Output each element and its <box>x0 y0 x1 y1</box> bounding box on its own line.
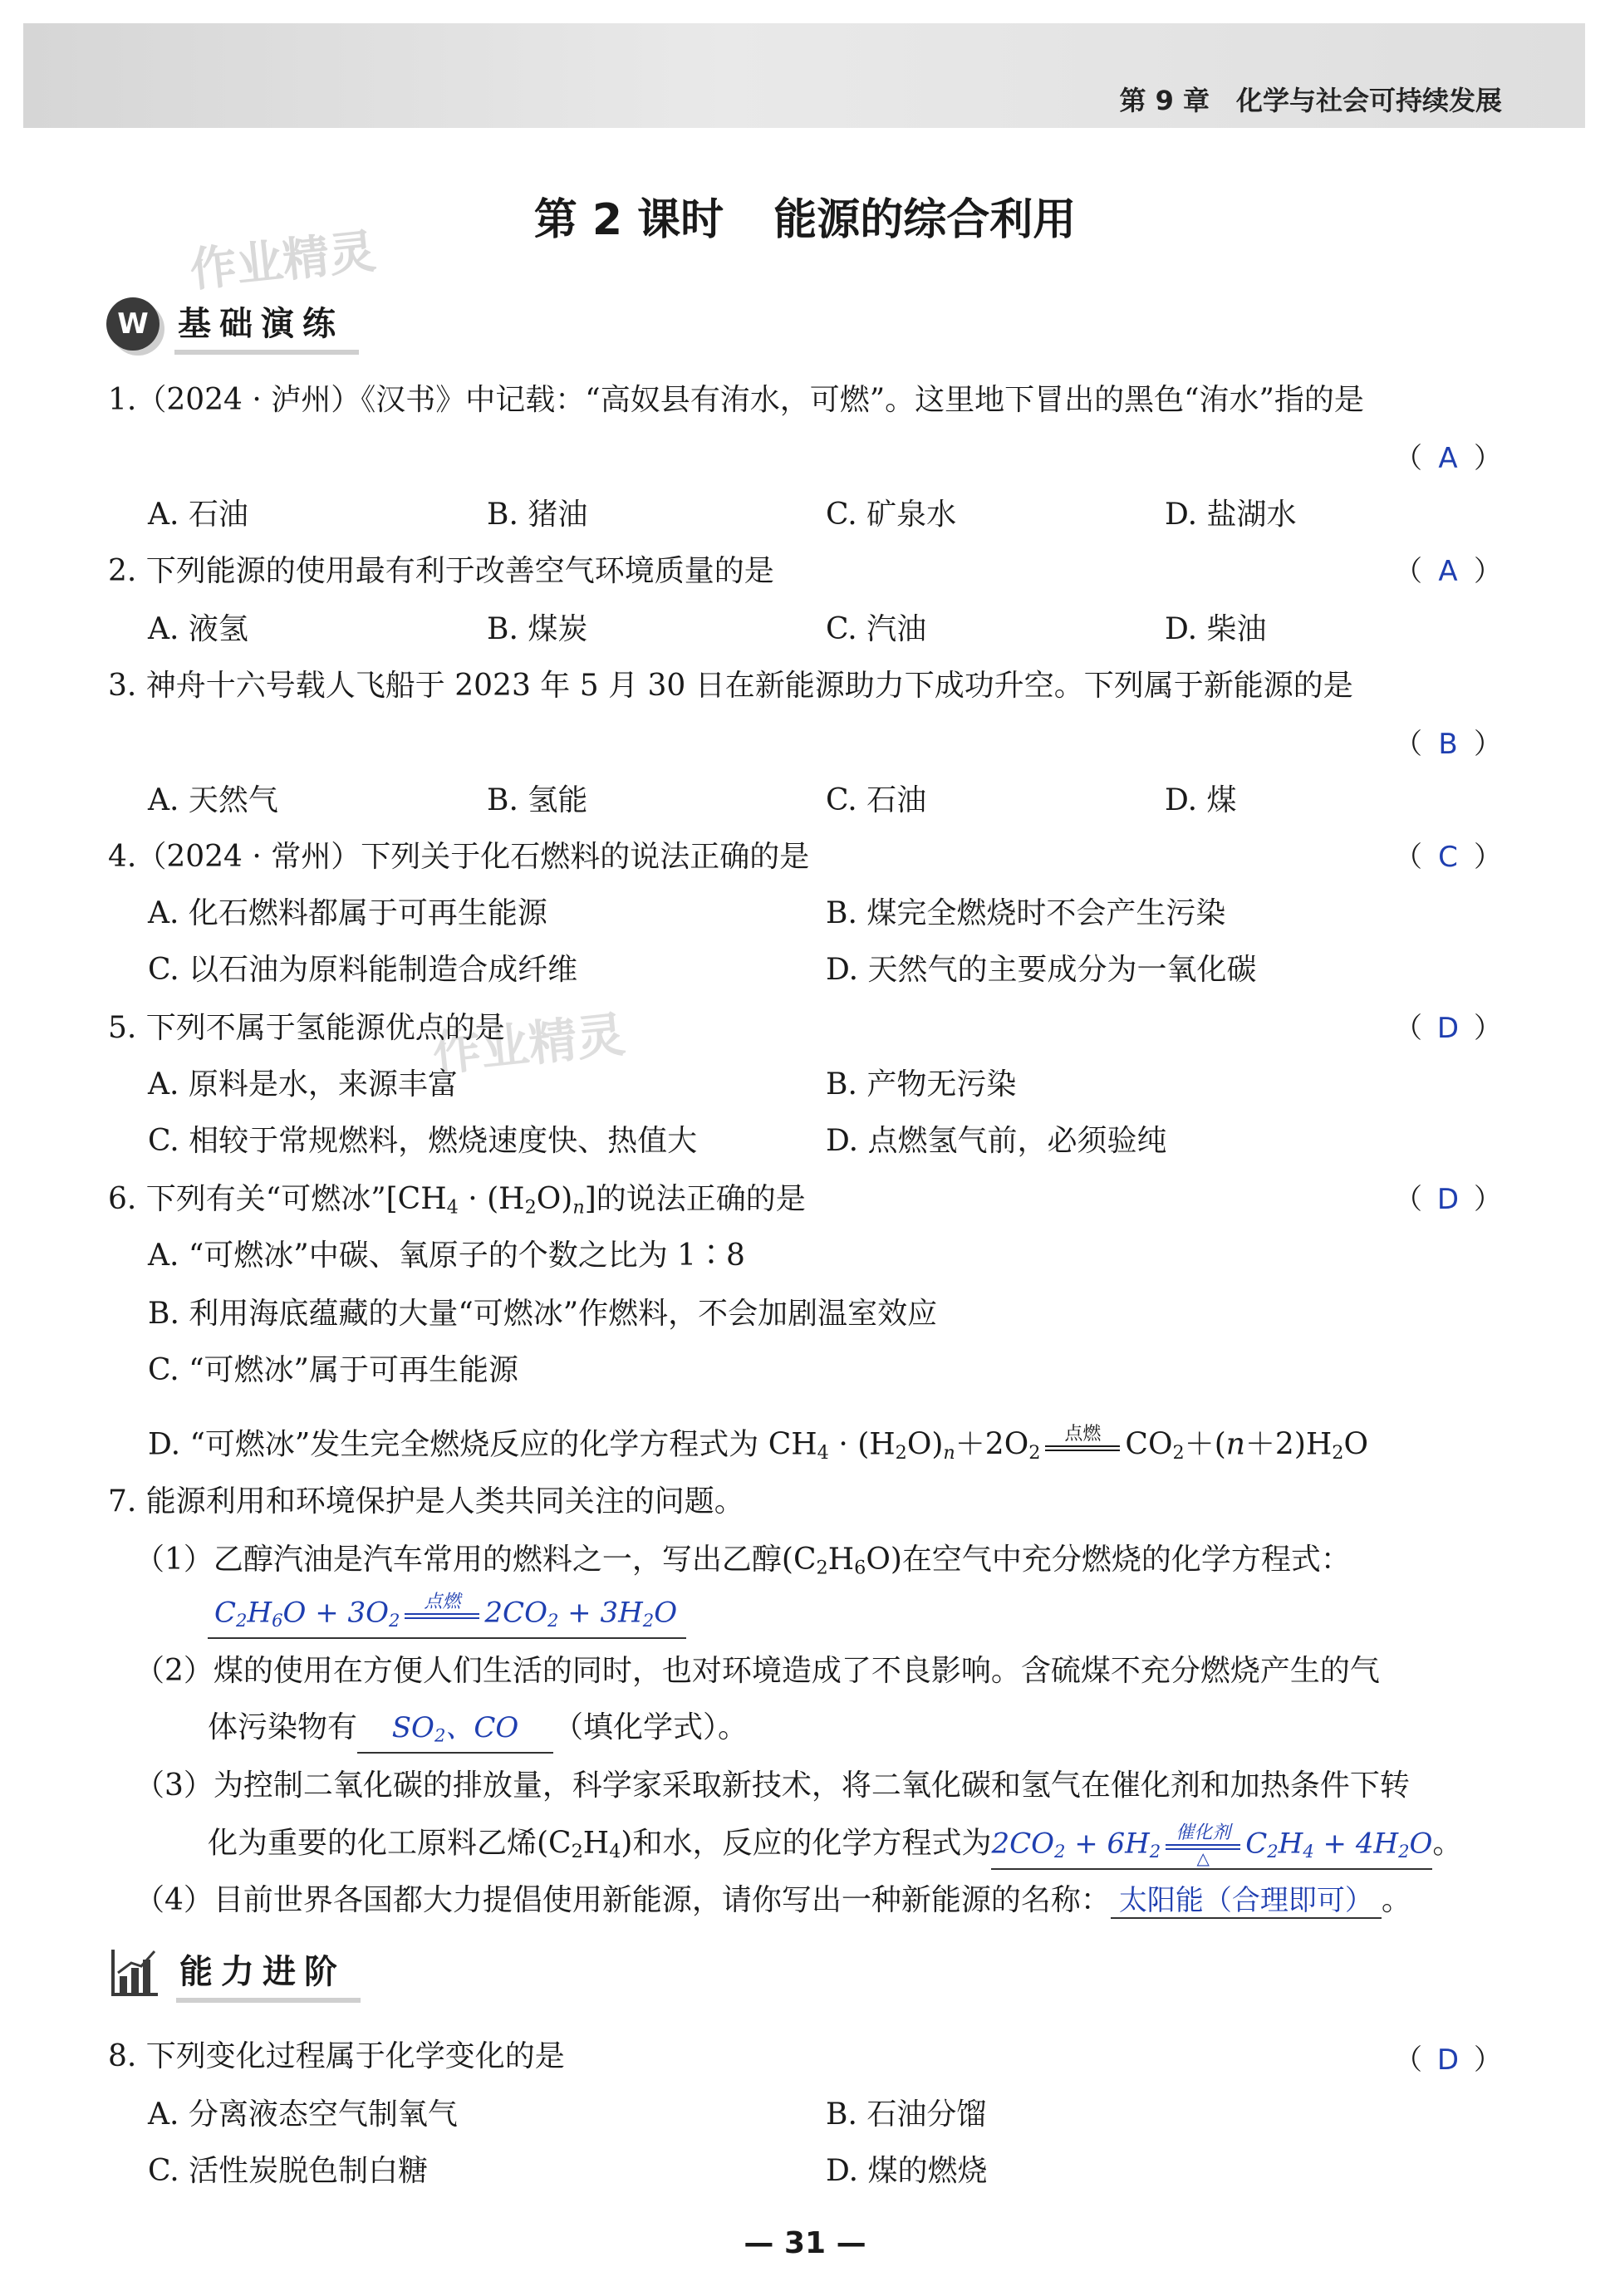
q3-option-a: A. 天然气 <box>148 783 278 817</box>
q7-part-1: （1）乙醇汽油是汽车常用的燃料之一，写出乙醇$(C_2H_6O)$在空气中充分燃烧的化学方程式： <box>135 1543 1351 1579</box>
lesson-topic: 能源的综合利用 <box>773 195 1077 245</box>
question-3-answer: （ B ） <box>1394 728 1502 761</box>
q4-option-d: D. 天然气的主要成分为一氧化碳 <box>826 953 1257 987</box>
q6-option-d: D. “可燃冰”发生完全燃烧反应的化学方程式为 $CH_4 \cdot (H_2O)_n+2O_2$ 点燃 $CO_2+(n+2)H_2O$ <box>148 1424 1368 1464</box>
reaction-condition: 催化剂 <box>1176 1823 1231 1843</box>
question-1-answer: （ A ） <box>1394 442 1502 475</box>
question-6-answer: （ D ） <box>1394 1183 1502 1216</box>
q7-part-2-line2: 体污染物有 $SO_2$、CO （填化学式）。 <box>208 1710 748 1754</box>
q4-option-b: B. 煤完全燃烧时不会产生污染 <box>826 896 1226 930</box>
question-2-answer: （ A ） <box>1394 555 1502 588</box>
question-8-answer: （ D ） <box>1394 2043 1502 2077</box>
q5-option-a: A. 原料是水，来源丰富 <box>148 1067 458 1101</box>
watermark: 作业精灵 <box>187 224 379 298</box>
q5-option-b: B. 产物无污染 <box>826 1067 1017 1101</box>
q6-option-b: B. 利用海底蕴藏的大量“可燃冰”作燃料，不会加剧温室效应 <box>148 1297 938 1331</box>
section-badge-icon: W <box>106 297 160 351</box>
q7-part-4-answer: 太阳能（合理即可） <box>1111 1884 1382 1919</box>
reaction-condition: 点燃 <box>424 1592 461 1612</box>
q1-option-b: B. 猪油 <box>487 498 588 532</box>
q4-option-a: A. 化石燃料都属于可再生能源 <box>148 896 547 930</box>
answer-letter: D <box>1436 2043 1460 2077</box>
q3-option-c: C. 石油 <box>826 783 927 817</box>
q2-option-a: A. 液氢 <box>148 612 248 646</box>
q7-part-2: （2）煤的使用在方便人们生活的同时，也对环境造成了不良影响。含硫煤不充分燃烧产生的气 <box>135 1654 1380 1688</box>
question-6-stem: 6. 下列有关“可燃冰$”[CH_4 \cdot (H_2O)_n]$的说法正确的是 <box>108 1182 806 1219</box>
q8-option-b: B. 石油分馏 <box>826 2097 987 2132</box>
section-advanced <box>106 1940 361 2004</box>
question-5-answer: （ D ） <box>1394 1012 1502 1045</box>
answer-letter: D <box>1436 1183 1460 1216</box>
q2-option-b: B. 煤炭 <box>487 612 588 646</box>
answer-letter: D <box>1436 1012 1460 1045</box>
q7-part-3: （3）为控制二氧化碳的排放量，科学家采取新技术，将二氧化碳和氢气在催化剂和加热条件下转 <box>135 1769 1410 1803</box>
q5-option-c: C. 相较于常规燃料，燃烧速度快、热值大 <box>148 1124 698 1158</box>
q4-option-c: C. 以石油为原料能制造合成纤维 <box>148 953 578 987</box>
lesson-number: 第 2 课时 <box>533 195 724 245</box>
q7-part-1-answer: $C_2H_6O + 3O_2$ 点燃 $2CO_2 + 3H_2O$ <box>208 1593 686 1639</box>
q7-part-3-line2: 化为重要的化工原料乙烯$(C_2H_4)$和水，反应的化学方程式为$2CO_2 + 6H_2$ 催化剂 △ $C_2H_4 + 4H_2O$。 <box>208 1823 1463 1868</box>
watermark: 作业精灵 <box>429 1006 628 1082</box>
question-8-stem: 8. 下列变化过程属于化学变化的是 <box>108 2039 565 2073</box>
section-label: 基础演练 <box>174 294 359 355</box>
q6-option-c: C. “可燃冰”属于可再生能源 <box>148 1353 518 1387</box>
q2-option-d: D. 柴油 <box>1165 612 1267 646</box>
q1-option-d: D. 盐湖水 <box>1165 498 1297 532</box>
bar-chart-icon <box>106 1945 161 1999</box>
q6-option-a: A. “可燃冰”中碳、氧原子的个数之比为 1∶8 <box>148 1239 745 1273</box>
question-1-stem: 1.（2024 · 泸州）《汉书》中记载：“高奴县有洧水，可燃”。这里地下冒出的黑色“洧水”指的是 <box>108 383 1364 417</box>
section-label: 能力进阶 <box>176 1942 361 2003</box>
q8-option-d: D. 煤的燃烧 <box>826 2154 988 2188</box>
q3-option-b: B. 氢能 <box>487 783 588 817</box>
chapter-header: 第 9 章 化学与社会可持续发展 <box>1119 85 1502 116</box>
answer-letter: A <box>1438 555 1458 588</box>
question-3-stem: 3. 神舟十六号载人飞船于 2023 年 5 月 30 日在新能源助力下成功升空。下列属于新能源的是 <box>108 669 1353 703</box>
q2-option-c: C. 汽油 <box>826 612 927 646</box>
q7-part-4: （4）目前世界各国都大力提倡使用新能源，请你写出一种新能源的名称： 太阳能（合理即可） 。 <box>135 1883 1411 1917</box>
q8-option-a: A. 分离液态空气制氧气 <box>148 2097 458 2132</box>
q5-option-d: D. 点燃氢气前，必须验纯 <box>826 1124 1167 1158</box>
q1-option-c: C. 矿泉水 <box>826 498 957 532</box>
q7-part-2-answer: 、CO <box>445 1711 519 1744</box>
answer-letter: C <box>1438 841 1458 874</box>
question-7-stem: 7. 能源利用和环境保护是人类共同关注的问题。 <box>108 1484 744 1518</box>
answer-letter: B <box>1438 728 1458 761</box>
q8-option-c: C. 活性炭脱色制白糖 <box>148 2154 429 2188</box>
section-basic-practice <box>106 292 359 356</box>
question-2-stem: 2. 下列能源的使用最有利于改善空气环境质量的是 <box>108 554 774 588</box>
q3-option-d: D. 煤 <box>1165 783 1237 817</box>
question-5-stem: 5. 下列不属于氢能源优点的是 <box>108 1011 505 1045</box>
question-4-answer: （ C ） <box>1394 841 1502 874</box>
q1-option-a: A. 石油 <box>148 498 248 532</box>
reaction-condition: 点燃 <box>1064 1424 1102 1445</box>
answer-letter: A <box>1438 442 1458 475</box>
page-number: — 31 — <box>744 2226 866 2260</box>
question-4-stem: 4.（2024 · 常州）下列关于化石燃料的说法正确的是 <box>108 840 810 874</box>
